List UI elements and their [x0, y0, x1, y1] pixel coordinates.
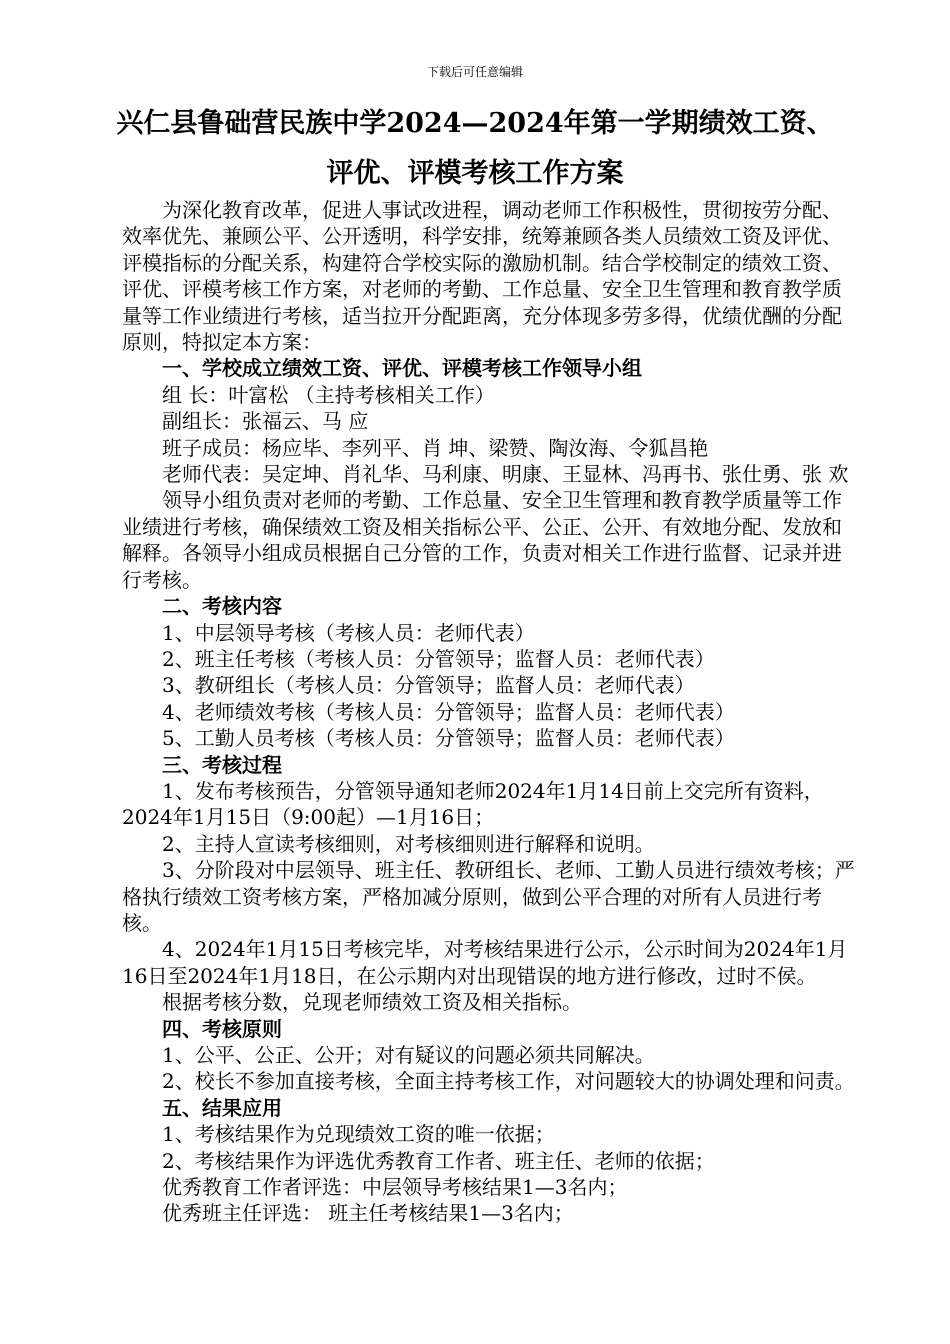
section-4-item-2: 2、校长不参加直接考核，全面主持考核工作，对问题较大的协调处理和问责。 [162, 1069, 855, 1094]
section-3-item-1: 1、发布考核预告，分管领导通知老师2024年1月14日前上交完所有资料，2024年1月15日（9:00起）—1月16日； [122, 778, 824, 830]
section-1-heading: 一、学校成立绩效工资、评优、评模考核工作领导小组 [162, 356, 642, 381]
section-4-heading: 四、考核原则 [162, 1016, 282, 1041]
intro-paragraph: 为深化教育改革，促进人事试改进程，调动老师工作积极性，贯彻按劳分配、效率优先、兼顾公平、公开透明，科学安排，统筹兼顾各类人员绩效工资及评优、评模指标的分配关系，构建符合学校实际的激励机制。结合学校制定的绩效工资、评优、评模考核工作方案，对老师的考勤、工作总量、安全卫生管理和教育教学质量等工作业绩进行考核，适当拉开分配距离，充分体现多劳多得，优绩优酬的分配原则，特拟定本方案： [122, 198, 842, 355]
header-note: 下载后可任意编辑 [426, 65, 523, 79]
section-4-item-1: 1、公平、公正、公开；对有疑议的问题必须共同解决。 [162, 1043, 655, 1067]
section-2-heading: 二、考核内容 [162, 594, 282, 619]
section-5-item-4: 优秀班主任评选： 班主任考核结果1—3名内； [162, 1201, 574, 1226]
section-1-leader: 组 长：叶富松 （主持考核相关工作） [162, 382, 495, 407]
section-5-heading: 五、结果应用 [162, 1095, 282, 1120]
section-3-heading: 三、考核过程 [162, 752, 282, 777]
document-title-line-1: 兴仁县鲁础营民族中学2024—2024年第一学期绩效工资、 [116, 108, 834, 139]
document-title-line-2: 评优、评模考核工作方案 [326, 158, 624, 189]
section-2-item-4: 4、老师绩效考核（考核人员：分管领导；监督人员：老师代表） [162, 699, 735, 724]
document-body [122, 197, 858, 1227]
section-1-duty: 领导小组负责对老师的考勤、工作总量、安全卫生管理和教育教学质量等工作业绩进行考核，确保绩效工资及相关指标公平、公正、公开、有效地分配、发放和解释。各领导小组成员根据自己分管的工作，负责对相关工作进行监督、记录并进行考核。 [122, 488, 842, 592]
section-3-item-2: 2、主持人宣读考核细则，对考核细则进行解释和说明。 [162, 831, 655, 856]
section-2-item-2: 2、班主任考核（考核人员：分管领导；监督人员：老师代表） [162, 646, 715, 671]
section-1-teachers: 老师代表：吴定坤、肖礼华、马利康、明康、王显林、冯再书、张仕勇、张 欢 [162, 462, 849, 487]
section-1-members: 班子成员：杨应毕、李列平、肖 坤、梁赞、陶汝海、令狐昌艳 [162, 435, 709, 460]
section-5-item-1: 1、考核结果作为兑现绩效工资的唯一依据； [162, 1122, 555, 1147]
section-2-item-5: 5、工勤人员考核（考核人员：分管领导；监督人员：老师代表） [162, 726, 735, 751]
section-3-item-4: 4、2024年1月15日考核完毕，对考核结果进行公示，公示时间为2024年1月16日至2024年1月18日，在公示期内对出现错误的地方进行修改，过时不侯。 [122, 937, 848, 988]
section-1-deputy: 副组长：张福云、马 应 [162, 409, 369, 434]
section-2-item-1: 1、中层领导考核（考核人员：老师代表） [162, 620, 535, 645]
section-2-item-3: 3、教研组长（考核人员：分管领导；监督人员：老师代表） [162, 673, 695, 698]
section-5-item-3: 优秀教育工作者评选：中层领导考核结果1—3名内； [162, 1175, 628, 1200]
section-3-note: 根据考核分数，兑现老师绩效工资及相关指标。 [162, 990, 582, 1015]
section-5-item-2: 2、考核结果作为评选优秀教育工作者、班主任、老师的依据； [162, 1148, 715, 1173]
section-3-item-3: 3、分阶段对中层领导、班主任、教研组长、老师、工勤人员进行绩效考核；严格执行绩效工资考核方案，严格加减分原则，做到公平合理的对所有人员进行考核。 [122, 858, 855, 935]
